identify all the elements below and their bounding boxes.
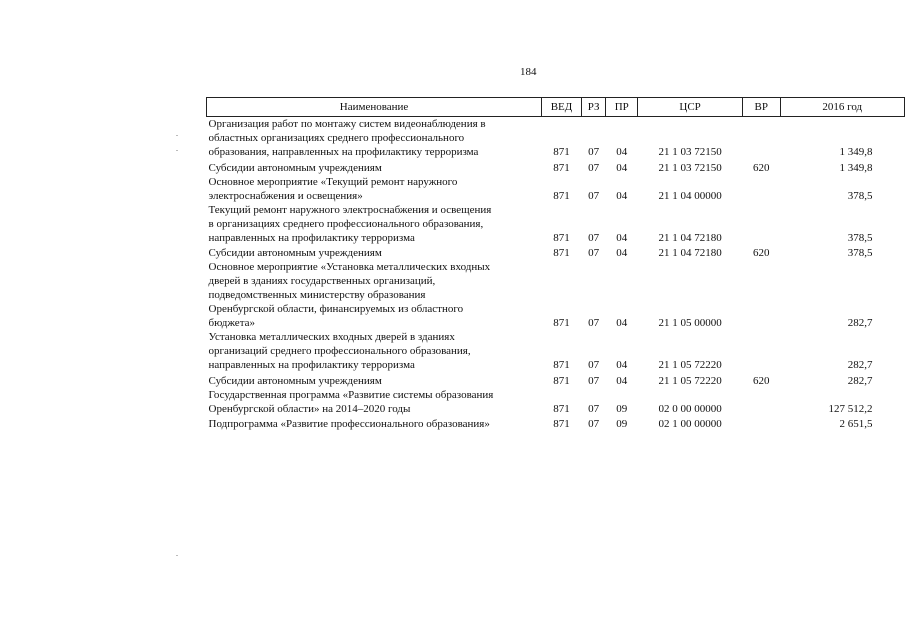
row-name bbox=[207, 416, 542, 432]
row-name-line: образования, направленных на профилактику терроризма bbox=[208, 146, 479, 158]
header-ved: ВЕД bbox=[542, 98, 582, 117]
header-pr: ПР bbox=[606, 98, 638, 117]
row-name-line: подведомственных министерству образования bbox=[208, 289, 426, 301]
row-pr: 04 bbox=[616, 317, 628, 329]
row-amount: 127 512,2 bbox=[828, 402, 873, 415]
row-vr bbox=[742, 416, 780, 432]
row-vr bbox=[742, 175, 780, 203]
table-row bbox=[207, 175, 905, 203]
row-name bbox=[207, 203, 542, 245]
row-vr bbox=[742, 330, 780, 372]
table-row bbox=[207, 159, 905, 175]
row-pr: 09 bbox=[616, 402, 628, 415]
row-ved: 871 bbox=[553, 359, 570, 371]
row-vr bbox=[742, 260, 780, 330]
row-name bbox=[207, 117, 542, 160]
row-name bbox=[207, 159, 542, 175]
row-name-line: Подпрограмма «Развитие профессионального образования» bbox=[208, 418, 490, 430]
row-name-line: организаций среднего профессионального образования, bbox=[208, 345, 471, 357]
row-pr: 04 bbox=[616, 161, 628, 174]
header-rz: РЗ bbox=[581, 98, 605, 117]
row-ved: 871 bbox=[553, 418, 570, 430]
row-amount: 282,7 bbox=[847, 359, 873, 371]
row-ved: 871 bbox=[553, 231, 570, 244]
row-rz: 07 bbox=[588, 247, 600, 259]
row-name-line: Государственная программа «Развитие системы образования bbox=[208, 388, 494, 401]
row-pr: 04 bbox=[616, 374, 628, 387]
row-amount: 378,5 bbox=[847, 189, 873, 202]
row-name-line: Установка металлических входных дверей в зданиях bbox=[208, 331, 455, 343]
row-amount: 282,7 bbox=[847, 317, 873, 329]
row-rz: 07 bbox=[588, 402, 600, 415]
row-amount: 1 349,8 bbox=[839, 161, 873, 174]
row-amount: 378,5 bbox=[847, 247, 873, 259]
row-name-line: дверей в зданиях государственных организаций, bbox=[208, 275, 436, 287]
table-row bbox=[207, 416, 905, 432]
table-row bbox=[207, 117, 905, 160]
table-header-row bbox=[207, 98, 905, 117]
header-name: Наименование bbox=[207, 98, 542, 117]
table-row bbox=[207, 330, 905, 372]
margin-mark bbox=[176, 135, 178, 136]
row-csr: 21 1 04 72180 bbox=[658, 247, 722, 259]
row-csr: 02 1 00 00000 bbox=[658, 418, 722, 430]
header-year: 2016 год bbox=[780, 98, 904, 117]
margin-mark bbox=[176, 150, 178, 151]
row-csr: 21 1 05 00000 bbox=[658, 317, 722, 329]
row-rz: 07 bbox=[588, 189, 600, 202]
row-csr: 21 1 05 72220 bbox=[658, 374, 722, 387]
row-name-line: направленных на профилактику терроризма bbox=[208, 359, 415, 371]
table-row bbox=[207, 203, 905, 245]
budget-table bbox=[206, 97, 905, 431]
row-pr: 04 bbox=[616, 146, 628, 158]
row-rz: 07 bbox=[588, 231, 600, 244]
row-ved: 871 bbox=[553, 374, 570, 387]
row-vr bbox=[742, 388, 780, 416]
row-name-line: Организация работ по монтажу систем видеонаблюдения в bbox=[208, 118, 486, 130]
row-ved: 871 bbox=[553, 146, 570, 158]
row-name bbox=[207, 330, 542, 372]
row-csr: 21 1 03 72150 bbox=[658, 161, 722, 174]
table-row bbox=[207, 372, 905, 388]
page-number: 184 bbox=[520, 66, 537, 78]
row-name-line: Основное мероприятие «Установка металлических входных bbox=[208, 261, 491, 273]
row-pr: 04 bbox=[616, 359, 628, 371]
row-vr: 620 bbox=[752, 374, 770, 387]
row-rz: 07 bbox=[588, 161, 600, 174]
row-csr: 21 1 04 72180 bbox=[658, 231, 722, 244]
row-name bbox=[207, 260, 542, 330]
row-ved: 871 bbox=[553, 317, 570, 329]
row-name-line: Основное мероприятие «Текущий ремонт наружного bbox=[208, 175, 458, 188]
row-name-line: Текущий ремонт наружного электроснабжения и освещения bbox=[208, 203, 492, 216]
row-name bbox=[207, 388, 542, 416]
row-name-line: направленных на профилактику терроризма bbox=[208, 231, 415, 244]
header-vr: ВР bbox=[742, 98, 780, 117]
row-name-line: Оренбургской области, финансируемых из областного bbox=[208, 303, 464, 315]
row-name-line: в организациях среднего профессионального образования, bbox=[208, 217, 484, 230]
row-amount: 2 651,5 bbox=[839, 418, 873, 430]
row-rz: 07 bbox=[588, 374, 600, 387]
row-ved: 871 bbox=[553, 161, 570, 174]
row-name-line: бюджета» bbox=[208, 317, 256, 329]
row-pr: 09 bbox=[616, 418, 628, 430]
row-ved: 871 bbox=[553, 189, 570, 202]
row-name-line: областных организациях среднего профессионального bbox=[208, 132, 465, 144]
row-ved: 871 bbox=[553, 247, 570, 259]
row-name bbox=[207, 175, 542, 203]
row-name-line: Оренбургской области» на 2014–2020 годы bbox=[208, 402, 411, 415]
margin-mark bbox=[176, 555, 178, 556]
row-rz: 07 bbox=[588, 418, 600, 430]
row-pr: 04 bbox=[616, 231, 628, 244]
row-rz: 07 bbox=[588, 146, 600, 158]
row-pr: 04 bbox=[616, 189, 628, 202]
table-row bbox=[207, 245, 905, 261]
row-name bbox=[207, 372, 542, 388]
row-amount: 378,5 bbox=[847, 231, 873, 244]
row-name-line: Субсидии автономным учреждениям bbox=[208, 374, 382, 387]
row-csr: 21 1 03 72150 bbox=[658, 146, 722, 158]
row-rz: 07 bbox=[588, 359, 600, 371]
row-csr: 02 0 00 00000 bbox=[658, 402, 722, 415]
row-name-line: Субсидии автономным учреждениям bbox=[208, 161, 382, 174]
table-body bbox=[207, 117, 905, 432]
row-rz: 07 bbox=[588, 317, 600, 329]
row-vr bbox=[742, 203, 780, 245]
table-row bbox=[207, 388, 905, 416]
row-name-line: Субсидии автономным учреждениям bbox=[208, 247, 382, 259]
row-amount: 282,7 bbox=[847, 374, 873, 387]
table-row bbox=[207, 260, 905, 330]
row-vr bbox=[742, 117, 780, 160]
row-pr: 04 bbox=[616, 247, 628, 259]
row-csr: 21 1 05 72220 bbox=[658, 359, 722, 371]
row-amount: 1 349,8 bbox=[839, 146, 873, 158]
header-csr: ЦСР bbox=[638, 98, 743, 117]
row-vr: 620 bbox=[752, 247, 770, 259]
row-vr: 620 bbox=[752, 161, 770, 174]
row-name bbox=[207, 245, 542, 261]
row-name-line: электроснабжения и освещения» bbox=[208, 189, 363, 202]
row-csr: 21 1 04 00000 bbox=[658, 189, 722, 202]
row-ved: 871 bbox=[553, 402, 570, 415]
